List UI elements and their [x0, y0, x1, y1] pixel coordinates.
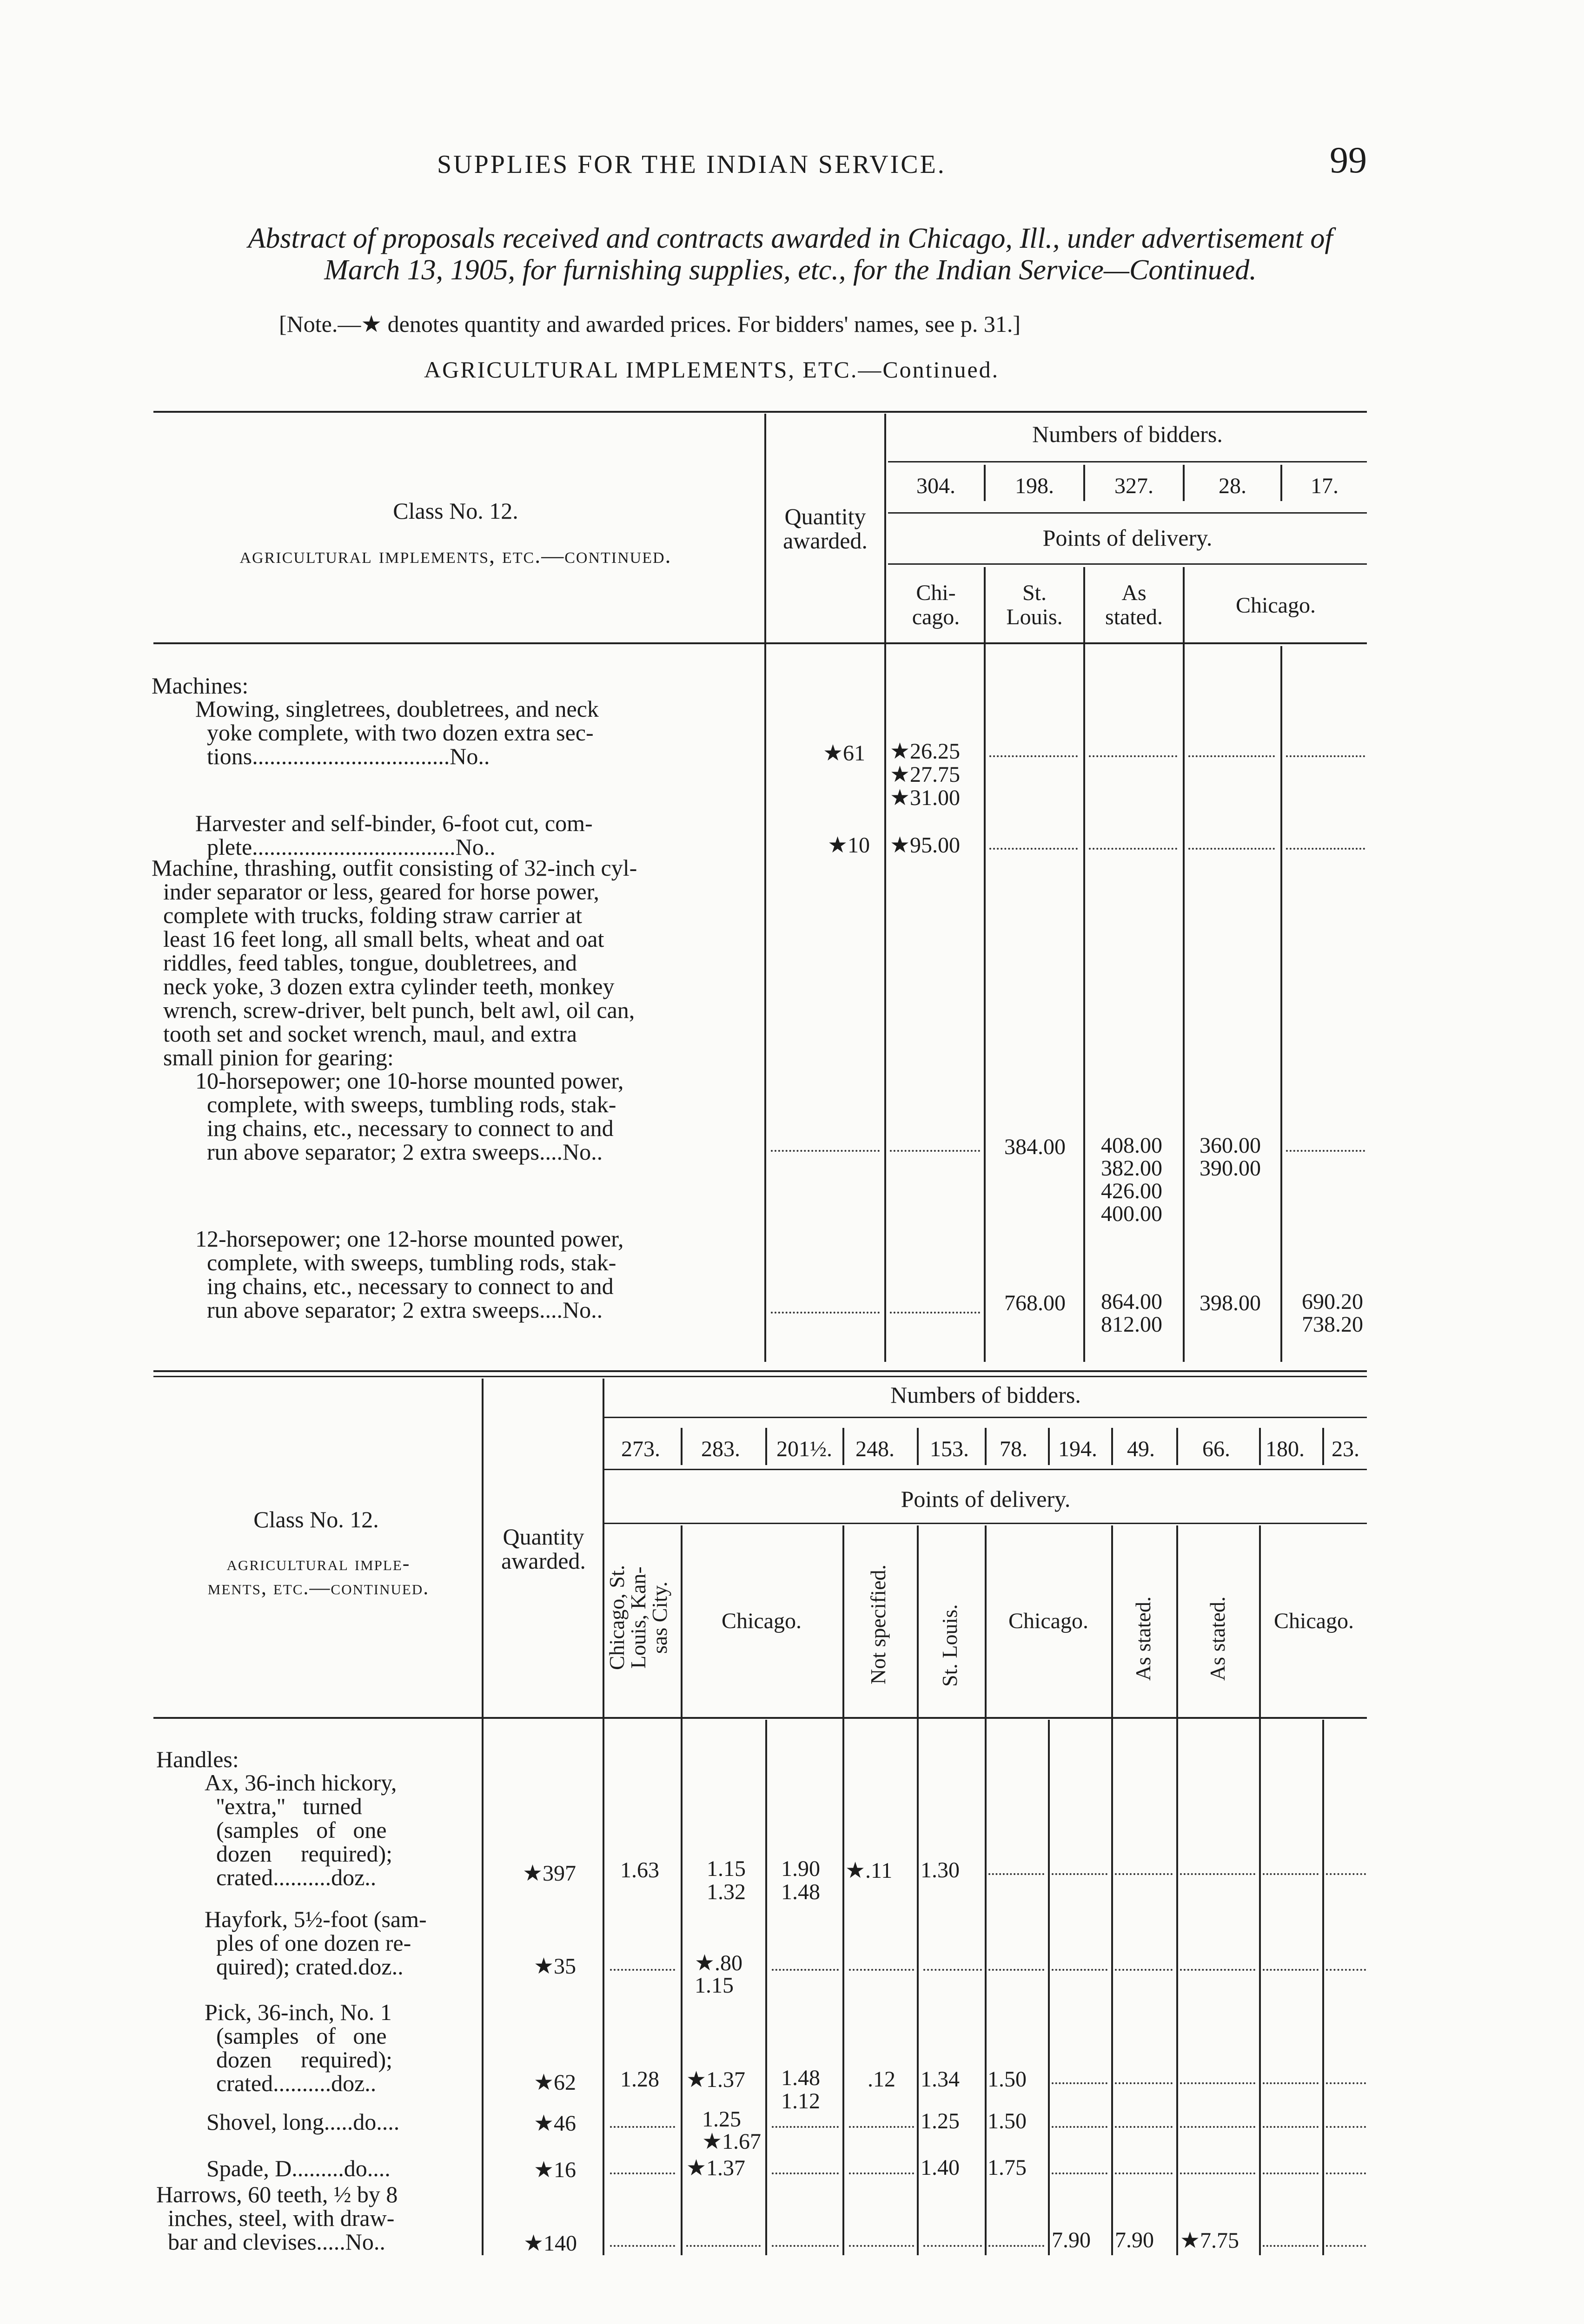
dotted-leader [1263, 2082, 1319, 2084]
dotted-leader [1326, 2245, 1366, 2247]
dotted-leader [1286, 755, 1365, 757]
dotted-leader [1188, 848, 1275, 850]
divider [764, 414, 766, 1362]
dotted-leader [989, 848, 1078, 850]
hayfork-quantity: ★35 [534, 1954, 577, 1979]
divider [765, 1720, 767, 2255]
point-not-specified: Not specified. [866, 1564, 890, 1685]
spade-78: 1.75 [988, 2155, 1027, 2180]
dotted-leader [1052, 2126, 1107, 2128]
divider [1176, 1525, 1178, 2255]
divider [1048, 1428, 1050, 1465]
divider [1176, 1428, 1178, 1465]
divider [884, 414, 886, 1362]
dotted-leader [772, 1969, 839, 1971]
shovel-quantity: ★46 [534, 2111, 577, 2136]
pick-248: .12 [868, 2067, 895, 2092]
divider [1280, 646, 1282, 1362]
pick-153: 1.34 [921, 2067, 960, 2092]
table-2-top-rule [153, 1370, 1367, 1372]
hp12-327: 864.00 812.00 [1101, 1289, 1162, 1337]
abstract-line-2: March 13, 1905, for furnishing supplies, etc., for the Indian Service—Continued. [324, 254, 1257, 286]
ax-273: 1.63 [620, 1858, 659, 1882]
hp12-28: 398.00 [1200, 1291, 1261, 1315]
dotted-leader [849, 2245, 914, 2247]
harvester-304: ★95.00 [890, 833, 961, 858]
dotted-leader [1115, 1873, 1173, 1875]
table-1-top-rule [153, 411, 1367, 413]
dotted-leader [923, 2245, 982, 2247]
bidder-327: 327. [1114, 474, 1153, 498]
shovel-283: 1.25 ★1.67 [702, 2107, 762, 2154]
dotted-leader [1115, 1969, 1173, 1971]
ax-248: ★.11 [845, 1858, 893, 1883]
bidder-49: 49. [1127, 1437, 1155, 1461]
bidder-153: 153. [930, 1437, 969, 1461]
row-label-machines: Machines: [152, 673, 249, 699]
dotted-leader [772, 2245, 839, 2247]
dotted-leader [610, 2126, 675, 2128]
table-2-top-rule-2 [153, 1376, 1367, 1377]
class-sub: agricultural implements, etc.—continued. [239, 543, 672, 568]
rule [604, 1523, 1367, 1524]
bidder-78: 78. [1000, 1437, 1027, 1461]
page-number: 99 [1330, 140, 1367, 181]
dotted-leader [1052, 1969, 1107, 1971]
divider [1322, 1428, 1324, 1465]
numbers-header-2: Numbers of bidders. [890, 1382, 1081, 1408]
dotted-leader [849, 1969, 914, 1971]
dotted-leader [988, 1969, 1044, 1971]
harrows-66: ★7.75 [1180, 2228, 1239, 2253]
divider [1183, 567, 1185, 1362]
divider [1083, 567, 1085, 1362]
pick-273: 1.28 [620, 2067, 659, 2092]
points-header-2: Points of delivery. [901, 1486, 1071, 1512]
point-chicago: Chi- cago. [912, 581, 960, 629]
numbers-header: Numbers of bidders. [1032, 421, 1223, 447]
pick-78: 1.50 [988, 2067, 1027, 2092]
dotted-leader [1263, 2126, 1319, 2128]
dotted-leader [1052, 2082, 1107, 2084]
dotted-leader [1326, 1873, 1366, 1875]
row-10-horsepower: 10-horsepower; one 10-horse mounted power, complete, with sweeps, tumbling rods, stak- ing chains, etc., necessary to connect to and run above separator; 2 extra sweeps....No.. [195, 1068, 624, 1165]
mowing-quantity: ★61 [823, 741, 866, 766]
dotted-leader [890, 1312, 980, 1314]
dotted-leader [1326, 2126, 1366, 2128]
point-chicago-b: Chicago. [1008, 1609, 1088, 1633]
dotted-leader [1326, 1969, 1366, 1971]
dotted-leader [849, 2172, 914, 2174]
dotted-leader [988, 2245, 1044, 2247]
dotted-leader [772, 2126, 839, 2128]
point-chicago-a: Chicago. [722, 1609, 802, 1633]
dotted-leader [1326, 2172, 1366, 2174]
dotted-leader [771, 1150, 880, 1152]
divider [681, 1525, 683, 2255]
hp10-28: 360.00 390.00 [1200, 1133, 1261, 1181]
divider [1111, 1428, 1113, 1465]
divider [984, 567, 986, 1362]
point-as-stated-49: As stated. [1131, 1596, 1155, 1681]
quantity-header: Quantity awarded. [783, 503, 868, 554]
bidder-194: 194. [1058, 1437, 1097, 1461]
divider [985, 1428, 987, 1465]
point-chicago-c: Chicago. [1274, 1609, 1354, 1633]
abstract-line-1: Abstract of proposals received and contracts awarded in Chicago, Ill., under advertisement of [248, 223, 1333, 254]
dotted-leader [1089, 848, 1177, 850]
dotted-leader [989, 755, 1078, 757]
dotted-leader [1115, 2082, 1173, 2084]
rule [604, 1417, 1367, 1418]
dotted-leader [1188, 755, 1275, 757]
bidder-180: 180. [1266, 1437, 1305, 1461]
dotted-leader [1180, 1969, 1255, 1971]
pick-quantity: ★62 [534, 2070, 577, 2095]
bidder-23: 23. [1332, 1437, 1359, 1461]
dotted-leader [772, 2172, 839, 2174]
row-mowing: Mowing, singletrees, doubletrees, and neck yoke complete, with two dozen extra sec- tions..................................No.. [195, 696, 599, 769]
ax-283: 1.15 1.32 [707, 1856, 746, 1904]
hayfork-283: ★.80 1.15 [695, 1951, 743, 1998]
bidder-283: 283. [701, 1437, 740, 1461]
class-label-2: Class No. 12. [253, 1506, 379, 1532]
divider [1083, 465, 1085, 501]
divider [917, 1525, 919, 2255]
bidder-201-half: 201½. [776, 1437, 832, 1461]
divider [1183, 465, 1185, 501]
spade-quantity: ★16 [534, 2158, 577, 2182]
row-12-horsepower: 12-horsepower; one 12-horse mounted power, complete, with sweeps, tumbling rods, stak- ing chains, etc., necessary to connect to and run above separator; 2 extra sweeps....No.. [195, 1226, 624, 1323]
dotted-leader [610, 2245, 675, 2247]
hp10-198: 384.00 [1004, 1135, 1066, 1159]
divider [985, 1525, 987, 2255]
dotted-leader [1052, 1873, 1107, 1875]
pick-201-half: 1.48 1.12 [781, 2066, 820, 2113]
hp10-327: 408.00 382.00 426.00 400.00 [1101, 1133, 1162, 1226]
divider [984, 465, 986, 501]
dotted-leader [1263, 2245, 1319, 2247]
harrows-49: 7.90 [1115, 2228, 1154, 2252]
divider [842, 1525, 844, 2255]
section-title: AGRICULTURAL IMPLEMENTS, ETC.—Continued. [424, 357, 1000, 383]
dotted-leader [1089, 755, 1177, 757]
dotted-leader [610, 1969, 675, 1971]
dotted-leader [1286, 848, 1365, 850]
point-as-stated-66: As stated. [1206, 1596, 1229, 1681]
quantity-header-2: Quantity awarded. [501, 1524, 586, 1574]
row-spade-handle: Spade, D.........do.... [206, 2155, 391, 2181]
row-hayfork-handle: Hayfork, 5½-foot (sam- ples of one dozen re- quired); crated.doz.. [205, 1906, 427, 1980]
shovel-78: 1.50 [988, 2109, 1027, 2133]
divider [1259, 1428, 1261, 1465]
table-2-header-rule [153, 1717, 1367, 1719]
bidder-28: 28. [1219, 474, 1246, 498]
dotted-leader [1052, 2172, 1107, 2174]
row-harvester: Harvester and self-binder, 6-foot cut, com- plete...................................No.. [195, 810, 593, 860]
divider [482, 1379, 484, 2255]
rule [604, 1469, 1367, 1470]
row-label-handles: Handles: [156, 1746, 239, 1772]
divider [1111, 1525, 1113, 2255]
dotted-leader [610, 2172, 675, 2174]
dotted-leader [686, 2245, 761, 2247]
harrows-194: 7.90 [1052, 2228, 1091, 2252]
ax-201-half: 1.90 1.48 [781, 1856, 820, 1904]
dotted-leader [1180, 2172, 1255, 2174]
hp12-198: 768.00 [1004, 1291, 1066, 1315]
divider [1048, 1720, 1050, 2255]
row-shovel-handle: Shovel, long.....do.... [206, 2109, 400, 2135]
point-st-louis-2: St. Louis. [938, 1604, 961, 1687]
rule [888, 563, 1367, 565]
row-thrashing-machine: Machine, thrashing, outfit consisting of 32-inch cyl- inder separator or less, geared for horse power, complete with trucks, folding straw carrier at least 16 feet long, all small belts, wheat and oat riddles, feed tables, tongue, doubletrees, and neck yoke, 3 dozen extra cylinder teeth, monkey wrench, screw-driver, belt punch, belt awl, oil can, tooth set and socket wrench, maul, and extra small pinion for gearing: [152, 855, 637, 1070]
running-head: SUPPLIES FOR THE INDIAN SERVICE. [437, 150, 946, 179]
bidder-198: 198. [1015, 474, 1054, 498]
row-pick-handle: Pick, 36-inch, No. 1 (samples of one dozen required); crated..........doz.. [205, 1999, 393, 2096]
bidder-273: 273. [621, 1437, 660, 1461]
points-header: Points of delivery. [1042, 525, 1213, 551]
divider [765, 1428, 767, 1465]
spade-153: 1.40 [921, 2155, 960, 2180]
point-st-louis: St. Louis. [1006, 581, 1063, 629]
dotted-leader [890, 1150, 980, 1152]
bidder-66: 66. [1202, 1437, 1230, 1461]
dotted-leader [1180, 1873, 1255, 1875]
dotted-leader [988, 1873, 1044, 1875]
dotted-leader [1263, 1873, 1319, 1875]
dotted-leader [1180, 2126, 1255, 2128]
dotted-leader [1263, 2172, 1319, 2174]
divider [917, 1428, 919, 1465]
bidder-304: 304. [916, 474, 955, 498]
bidder-17: 17. [1311, 474, 1339, 498]
row-ax-handle: Ax, 36-inch hickory, ''extra,'' turned (samples of one dozen required); crated..........doz.. [205, 1769, 397, 1890]
shovel-153: 1.25 [921, 2109, 960, 2133]
note: [Note.—★ denotes quantity and awarded prices. For bidders' names, see p. 31.] [279, 311, 1021, 337]
pick-283: ★1.37 [686, 2067, 746, 2092]
divider [681, 1428, 683, 1465]
harvester-quantity: ★10 [828, 833, 870, 858]
spade-283: ★1.37 [686, 2156, 746, 2180]
bidder-248: 248. [855, 1437, 895, 1461]
dotted-leader [849, 2126, 914, 2128]
dotted-leader [771, 1312, 880, 1314]
dotted-leader [1286, 1150, 1365, 1152]
dotted-leader [1115, 2126, 1173, 2128]
dotted-leader [1326, 2082, 1366, 2084]
mowing-304: ★26.25 ★27.75 ★31.00 [890, 739, 961, 810]
point-chicago-st-louis-kansas-city: Chicago, St. Louis, Kan- sas City. [605, 1565, 671, 1670]
ax-153: 1.30 [921, 1858, 960, 1882]
dotted-leader [923, 1969, 982, 1971]
table-1-header-rule [153, 642, 1367, 644]
harrows-quantity: ★140 [524, 2231, 577, 2256]
dotted-leader [1115, 2172, 1173, 2174]
point-chicago-2: Chicago. [1236, 593, 1316, 618]
divider [1259, 1525, 1261, 2255]
dotted-leader [1180, 2082, 1255, 2084]
divider [1280, 465, 1282, 501]
divider [842, 1428, 844, 1465]
rule [888, 512, 1367, 514]
ax-quantity: ★397 [523, 1861, 577, 1886]
class-label: Class No. 12. [393, 498, 518, 524]
point-as-stated: As stated. [1105, 581, 1163, 629]
rule [888, 461, 1367, 462]
dotted-leader [1263, 1969, 1319, 1971]
class-sub-2: agricultural imple- ments, etc.—continued. [207, 1552, 430, 1599]
divider [1322, 1720, 1324, 2255]
hp12-17: 690.20 738.20 [1302, 1289, 1363, 1337]
row-harrows: Harrows, 60 teeth, ½ by 8 inches, steel, with draw- bar and clevises.....No.. [156, 2181, 398, 2255]
